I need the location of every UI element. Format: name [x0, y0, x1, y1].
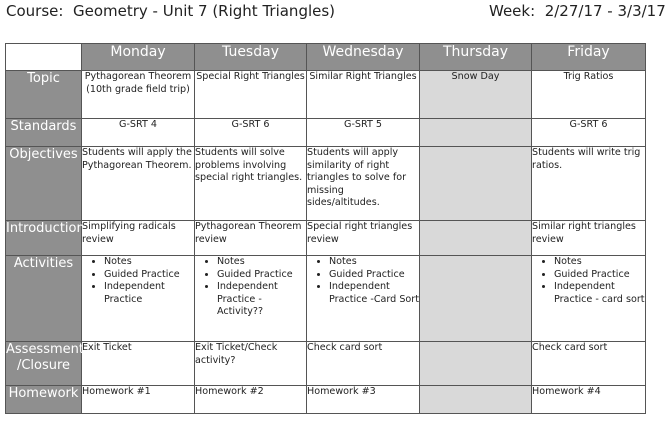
homework-tuesday: Homework #2 — [195, 386, 307, 414]
introduction-thursday — [420, 221, 532, 256]
assessment-label-line1: Assessment — [6, 342, 84, 357]
assessment-wednesday: Check card sort — [307, 342, 420, 386]
standards-tuesday: G-SRT 6 — [195, 119, 307, 147]
homework-monday: Homework #1 — [82, 386, 195, 414]
activities-tuesday — [195, 256, 307, 342]
day-tuesday: Tuesday — [195, 44, 307, 71]
list-item: • Notes — [329, 256, 419, 269]
activities-list-monday — [82, 256, 194, 306]
objectives-friday: Students will write trig ratios. — [532, 147, 646, 221]
row-label-topic: Topic — [6, 71, 82, 119]
activities-friday — [532, 256, 646, 342]
activities-thursday — [420, 256, 532, 342]
row-label-activities: Activities — [6, 256, 82, 342]
activities-wednesday — [307, 256, 420, 342]
objectives-row — [6, 147, 646, 221]
corner-cell — [6, 44, 82, 71]
topic-wednesday: Similar Right Triangles — [307, 71, 420, 119]
topic-row — [6, 71, 646, 119]
activities-list-tuesday — [195, 256, 306, 319]
activities-row — [6, 256, 646, 342]
topic-thursday: Snow Day — [420, 71, 532, 119]
introduction-monday: Simplifying radicals review — [82, 221, 195, 256]
topic-tuesday: Special Right Triangles — [195, 71, 307, 119]
standards-friday: G-SRT 6 — [532, 119, 646, 147]
row-label-standards: Standards — [6, 119, 82, 147]
objectives-thursday — [420, 147, 532, 221]
introduction-wednesday: Special right triangles review — [307, 221, 420, 256]
homework-friday: Homework #4 — [532, 386, 646, 414]
assessment-row — [6, 342, 646, 386]
course-value: Geometry - Unit 7 (Right Triangles) — [72, 2, 336, 20]
list-item: • Independent Practice - Activity?? — [217, 281, 306, 319]
days-header-row — [6, 44, 646, 71]
row-label-introduction: Introduction — [6, 221, 82, 256]
list-item: • Independent Practice -Card Sort — [329, 281, 419, 306]
assessment-thursday — [420, 342, 532, 386]
list-item: • Notes — [104, 256, 194, 269]
assessment-tuesday: Exit Ticket/Check activity? — [195, 342, 307, 386]
course-label: Course: — [6, 2, 64, 20]
list-item: • Guided Practice — [554, 269, 645, 282]
list-item: • Guided Practice — [104, 269, 194, 282]
week-value: 2/27/17 - 3/3/17 — [544, 2, 666, 20]
list-item: • Guided Practice — [329, 269, 419, 282]
standards-wednesday: G-SRT 5 — [307, 119, 420, 147]
objectives-tuesday: Students will solve problems involving special right triangles. — [195, 147, 307, 221]
lesson-plan-table — [5, 43, 646, 414]
list-item: • Independent Practice — [104, 281, 194, 306]
assessment-label-line2: /Closure — [16, 358, 71, 373]
row-label-objectives: Objectives — [6, 147, 82, 221]
activities-list-wednesday — [307, 256, 419, 306]
homework-wednesday: Homework #3 — [307, 386, 420, 414]
homework-thursday — [420, 386, 532, 414]
standards-thursday — [420, 119, 532, 147]
row-label-homework: Homework — [6, 386, 82, 414]
day-wednesday: Wednesday — [307, 44, 420, 71]
row-label-assessment — [6, 342, 82, 386]
activities-list-friday — [532, 256, 645, 306]
assessment-monday: Exit Ticket — [82, 342, 195, 386]
list-item: • Guided Practice — [217, 269, 306, 282]
standards-monday: G-SRT 4 — [82, 119, 195, 147]
list-item: • Notes — [554, 256, 645, 269]
activities-monday — [82, 256, 195, 342]
day-thursday: Thursday — [420, 44, 532, 71]
day-monday: Monday — [82, 44, 195, 71]
day-friday: Friday — [532, 44, 646, 71]
introduction-row — [6, 221, 646, 256]
week-header — [489, 2, 666, 20]
assessment-friday: Check card sort — [532, 342, 646, 386]
introduction-tuesday: Pythagorean Theorem review — [195, 221, 307, 256]
standards-row — [6, 119, 646, 147]
objectives-monday: Students will apply the Pythagorean Theorem. — [82, 147, 195, 221]
introduction-friday: Similar right triangles review — [532, 221, 646, 256]
list-item: • Independent Practice - card sort — [554, 281, 645, 306]
topic-monday: Pythagorean Theorem (10th grade field trip) — [82, 71, 195, 119]
homework-row — [6, 386, 646, 414]
course-header — [6, 2, 335, 20]
topic-friday: Trig Ratios — [532, 71, 646, 119]
list-item: • Notes — [217, 256, 306, 269]
week-label: Week: — [489, 2, 536, 20]
objectives-wednesday: Students will apply similarity of right triangles to solve for missing sides/altitudes. — [307, 147, 420, 221]
